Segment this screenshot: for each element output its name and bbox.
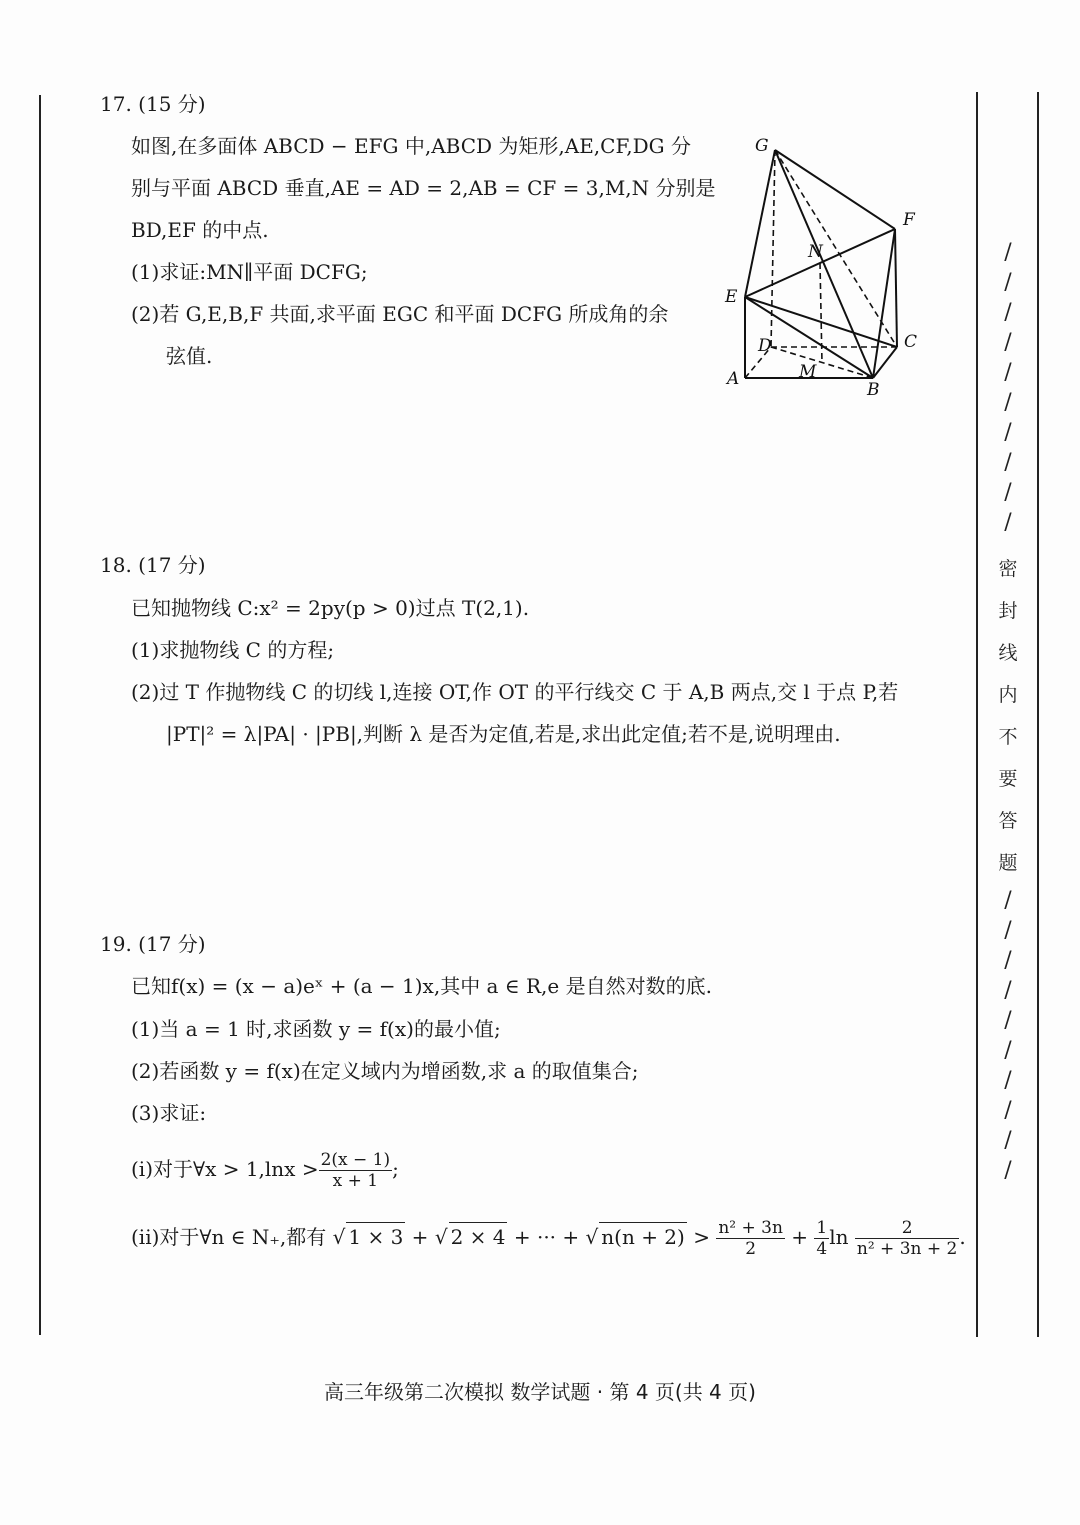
label-B: B — [867, 380, 880, 400]
q19-i-fraction — [319, 1150, 393, 1191]
q18-part2-line1: (2)过 T 作抛物线 C 的切线 l,连接 OT,作 OT 的平行线交 C 于 A,B 两点,交 l 于点 P,若 — [131, 680, 899, 704]
edge-GE — [745, 150, 775, 297]
seal-char: 答 — [998, 810, 1018, 832]
seal-slash: / — [1004, 1158, 1012, 1183]
seal-slash: / — [1004, 480, 1012, 505]
seal-slashes-top — [993, 238, 1023, 538]
q19-ii-prefix: (ii)对于∀n ∈ N₊,都有 — [131, 1225, 327, 1249]
q19-heading: 19. (17 分) — [100, 932, 206, 956]
label-D: D — [758, 336, 772, 356]
q19-ii-dots: + ··· + — [507, 1225, 586, 1249]
seal-char: 内 — [998, 684, 1018, 706]
seal-slash: / — [1004, 1098, 1012, 1123]
seal-char: 封 — [998, 600, 1018, 622]
q19-i-denominator: x + 1 — [332, 1171, 379, 1191]
seal-slash: / — [1004, 1038, 1012, 1063]
edge-GB — [775, 150, 873, 378]
q17-heading: 17. (15 分) — [100, 92, 206, 116]
q19-ii-sqrt1: 1 × 3 — [346, 1222, 405, 1251]
q19-part1: (1)当 a = 1 时,求函数 y = f(x)的最小值; — [131, 1017, 501, 1041]
seal-slash: / — [1004, 1128, 1012, 1153]
seal-slash: / — [1004, 300, 1012, 325]
seal-slash: / — [1004, 240, 1012, 265]
seal-rule-outer — [1037, 92, 1039, 1337]
q19-ii-f3-den: n² + 3n + 2 — [856, 1239, 958, 1259]
q19-ii-sqrt2: 2 × 4 — [449, 1222, 508, 1251]
seal-rule-inner — [976, 92, 978, 1337]
label-C: C — [904, 332, 918, 352]
q17-part2-line2: 弦值. — [166, 344, 213, 368]
seal-slash: / — [1004, 330, 1012, 355]
q17-polyhedron-figure — [715, 125, 925, 405]
seal-slash: / — [1004, 948, 1012, 973]
seal-char: 题 — [998, 852, 1018, 874]
page-footer: 高三年级第二次模拟 数学试题 · 第 4 页(共 4 页) — [324, 1380, 756, 1404]
q17-part2-line1: (2)若 G,E,B,F 共面,求平面 EGC 和平面 DCFG 所成角的余 — [131, 302, 669, 326]
edge-FC — [895, 229, 897, 347]
q18-part2-line2: |PT|² = λ|PA| · |PB|,判断 λ 是否为定值,若是,求出此定值;若不是,说明理由. — [166, 722, 841, 746]
q19-ii-f2-den: 4 — [816, 1239, 828, 1259]
label-E: E — [725, 287, 738, 307]
q19-ii-f1-num: n² + 3n — [718, 1218, 783, 1238]
sqrt-sign-3: √ — [585, 1225, 599, 1249]
q19-i-prefix: (i)对于∀x > 1,lnx > — [131, 1157, 319, 1181]
q19-ii-sqrt3: n(n + 2) — [599, 1222, 687, 1251]
seal-slash: / — [1004, 510, 1012, 535]
q19-text-line1: 已知f(x) = (x − a)eˣ + (a − 1)x,其中 a ∈ R,e 是自然对数的底. — [131, 974, 712, 998]
label-F: F — [903, 210, 915, 230]
seal-slash: / — [1004, 360, 1012, 385]
q17-text-line3: BD,EF 的中点. — [131, 218, 269, 242]
q18-text-line1: 已知抛物线 C:x² = 2py(p > 0)过点 T(2,1). — [131, 596, 530, 620]
seal-slash: / — [1004, 390, 1012, 415]
q19-ii-plus2: + — [784, 1225, 815, 1249]
label-G: G — [755, 136, 769, 156]
segment-MN-hidden — [820, 263, 822, 363]
seal-slash: / — [1004, 918, 1012, 943]
seal-slash: / — [1004, 1008, 1012, 1033]
edge-FB — [873, 229, 895, 378]
edge-DB-hidden — [771, 347, 873, 378]
seal-char: 要 — [998, 768, 1018, 790]
edge-GC-hidden — [775, 150, 897, 347]
q17-text-line1: 如图,在多面体 ABCD − EFG 中,ABCD 为矩形,AE,CF,DG 分 — [131, 134, 691, 158]
seal-char: 不 — [998, 726, 1018, 748]
seal-slash: / — [1004, 450, 1012, 475]
edge-GD-hidden — [771, 150, 775, 347]
seal-slash: / — [1004, 978, 1012, 1003]
q19-ii-fraction1 — [716, 1218, 785, 1259]
seal-slash: / — [1004, 270, 1012, 295]
q19-ii-f3-num: 2 — [855, 1218, 959, 1239]
q19-ii-gt: > — [686, 1225, 717, 1249]
q19-ii-f1-den: 2 — [745, 1239, 757, 1259]
seal-slash: / — [1004, 1068, 1012, 1093]
label-A: A — [727, 369, 740, 389]
label-N: N — [808, 242, 823, 262]
q19-part3: (3)求证: — [131, 1101, 207, 1125]
label-M: M — [799, 362, 817, 382]
q19-part2: (2)若函数 y = f(x)在定义域内为增函数,求 a 的取值集合; — [131, 1059, 639, 1083]
q19-ii-fraction3 — [855, 1218, 959, 1259]
seal-slash: / — [1004, 888, 1012, 913]
q19-part3-ii — [131, 1218, 966, 1259]
q19-ii-plus1: + — [405, 1225, 435, 1249]
q18-part1: (1)求抛物线 C 的方程; — [131, 638, 335, 662]
q19-i-numerator: 2(x − 1) — [320, 1150, 391, 1170]
seal-char: 密 — [998, 558, 1018, 580]
q19-ii-end: . — [959, 1225, 966, 1249]
seal-text — [993, 548, 1023, 884]
q17-text-line2: 别与平面 ABCD 垂直,AE = AD = 2,AB = CF = 3,M,N 分别是 — [131, 176, 716, 200]
sqrt-sign-2: √ — [434, 1225, 448, 1249]
q19-ii-ln: ln — [829, 1225, 849, 1249]
seal-slash: / — [1004, 420, 1012, 445]
q19-ii-f2-num: 1 — [816, 1218, 828, 1238]
q19-part3-i — [131, 1150, 399, 1191]
q19-i-suffix: ; — [392, 1157, 399, 1181]
seal-char: 线 — [998, 642, 1018, 664]
q18-heading: 18. (17 分) — [100, 553, 206, 577]
q19-ii-fraction2 — [814, 1218, 829, 1259]
left-margin-rule — [39, 95, 41, 1335]
sqrt-sign-1: √ — [332, 1225, 346, 1249]
q17-part1: (1)求证:MN∥平面 DCFG; — [131, 260, 368, 284]
seal-slashes-bottom — [993, 886, 1023, 1186]
